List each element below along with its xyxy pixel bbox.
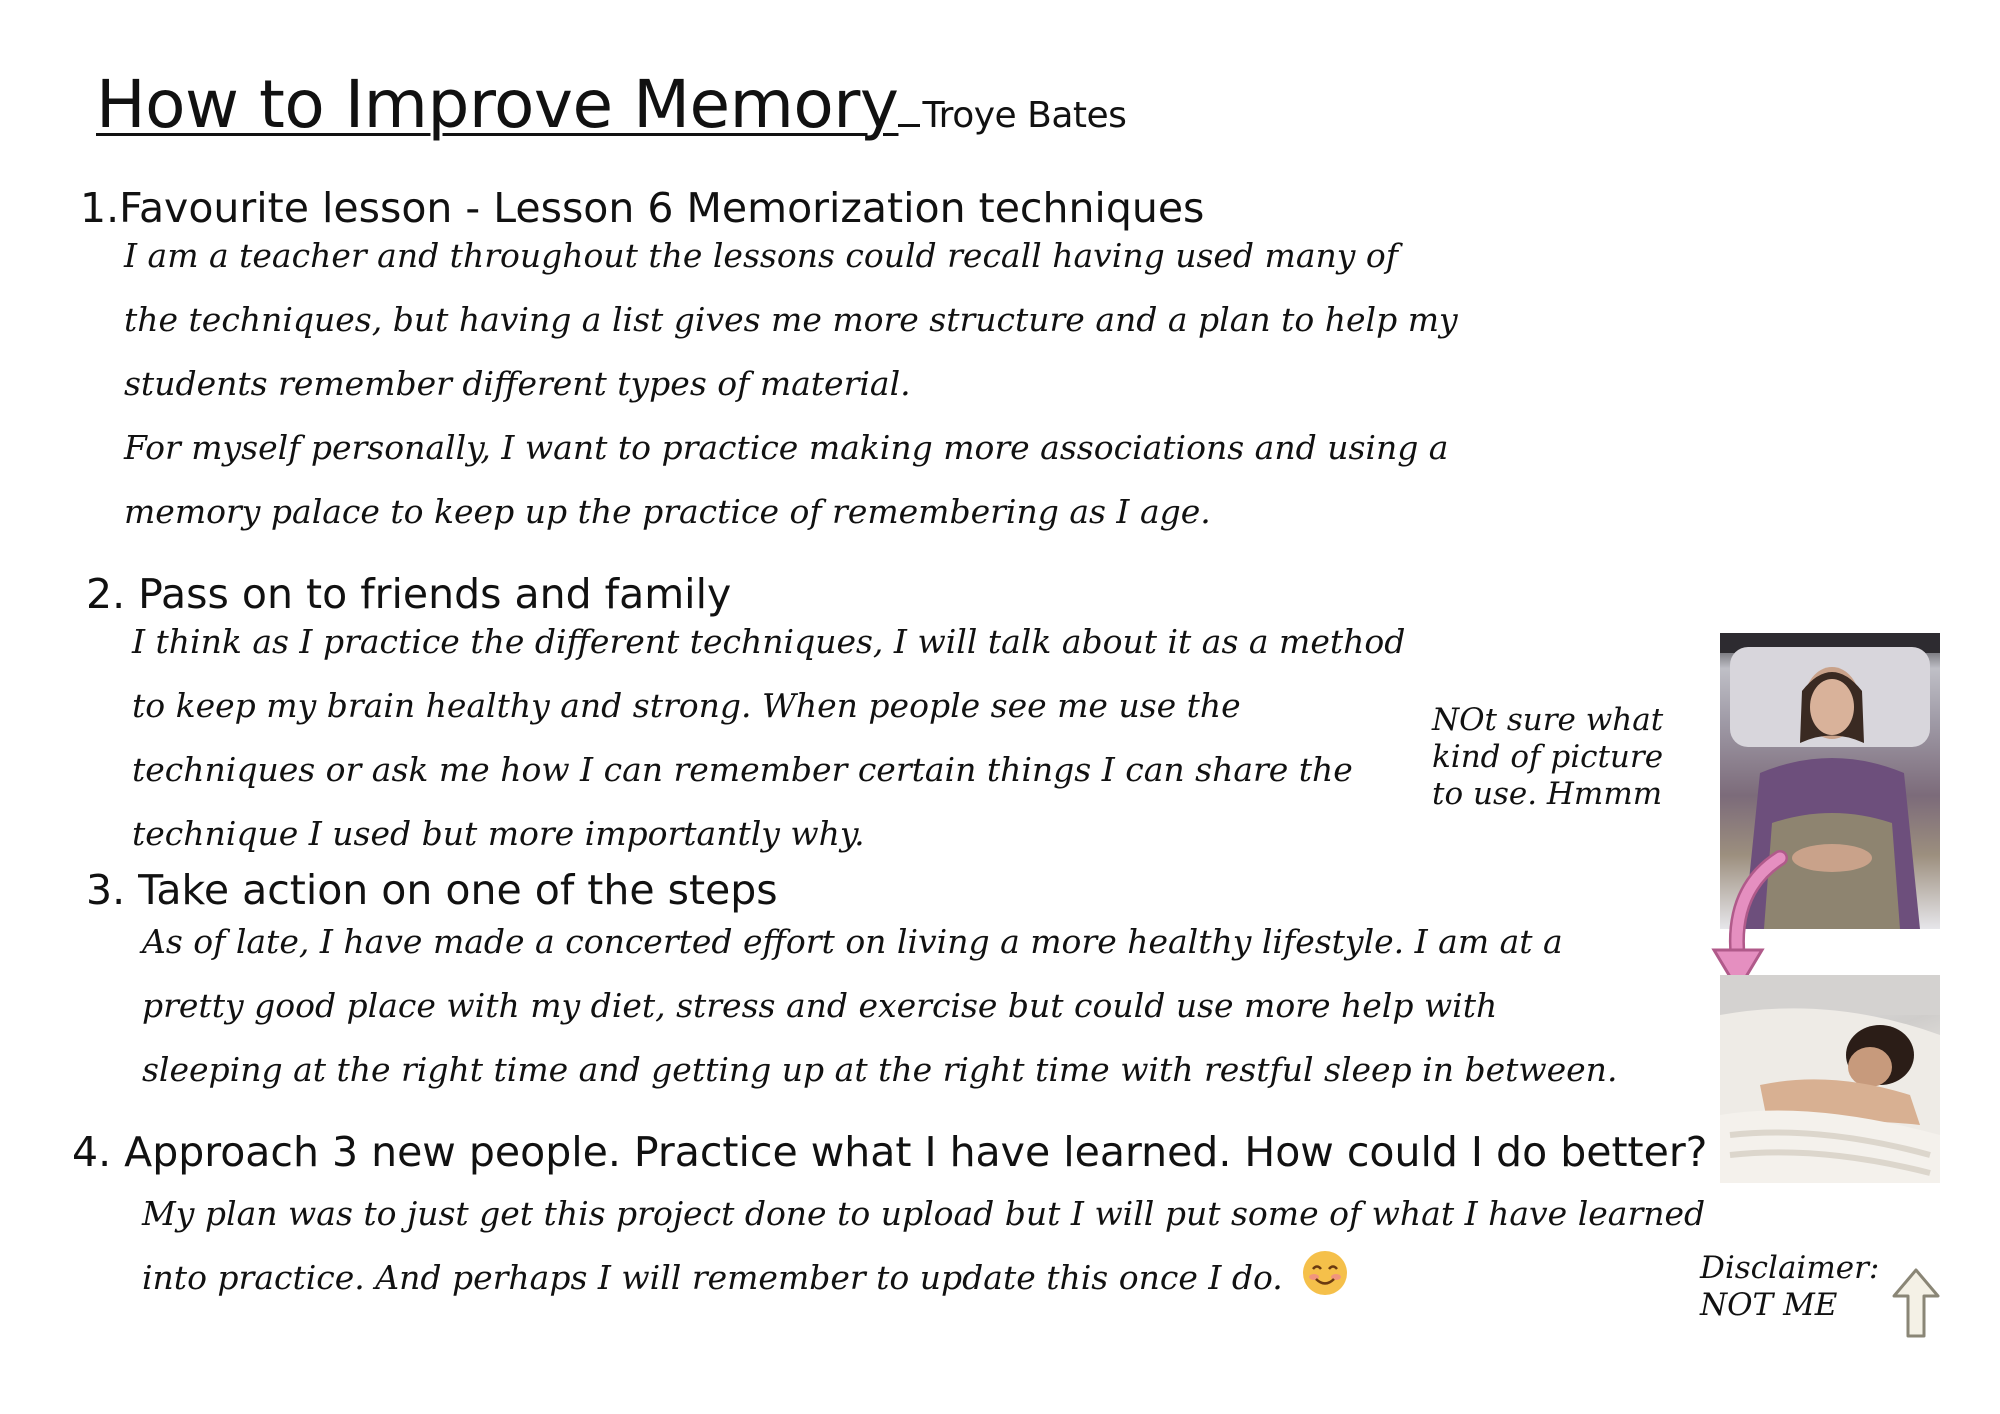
- sleeping-woman-photo: [1720, 975, 1940, 1183]
- section-2-body: [132, 610, 1405, 866]
- section-2-line: techniques or ask me how I can remember certain things I can share the: [132, 750, 1353, 789]
- disclaimer-line: Disclaimer:: [1700, 1250, 1880, 1286]
- disclaimer-line: NOT ME: [1700, 1287, 1838, 1323]
- title-underline-trail: [898, 123, 920, 127]
- section-1-body: [124, 224, 1458, 544]
- section-4-line: [142, 1246, 1705, 1310]
- section-1-line: students remember different types of material.: [124, 364, 911, 403]
- section-3-body: [142, 910, 1617, 1102]
- section-1-line: the techniques, but having a list gives me more structure and a plan to help my: [124, 300, 1458, 339]
- section-1-line: For myself personally, I want to practice making more associations and using a: [124, 428, 1449, 467]
- section-3-line: pretty good place with my diet, stress and exercise but could use more help with: [142, 986, 1498, 1025]
- author-name: Troye Bates: [922, 95, 1127, 136]
- section-2-heading: 2. Pass on to friends and family: [86, 570, 732, 618]
- section-4-body: [142, 1182, 1705, 1310]
- title-text: How to Improve Memory: [96, 66, 899, 143]
- section-4-line: My plan was to just get this project done to upload but I will put some of what I have learned: [142, 1194, 1706, 1233]
- picture-note-line: NOt sure what: [1432, 702, 1664, 738]
- section-3-line: sleeping at the right time and getting up at the right time with restful sleep in between.: [142, 1050, 1618, 1089]
- section-2-line: I think as I practice the different techniques, I will talk about it as a method: [132, 622, 1406, 661]
- section-3-line: As of late, I have made a concerted effort on living a more healthy lifestyle. I am at a: [142, 922, 1563, 961]
- disclaimer: [1700, 1250, 1879, 1324]
- section-4-heading: 4. Approach 3 new people. Practice what I have learned. How could I do better?: [72, 1128, 1708, 1176]
- picture-note-line: to use. Hmmm: [1432, 776, 1663, 812]
- smiling-face-icon: [1301, 1249, 1349, 1297]
- section-1-heading: 1.Favourite lesson - Lesson 6 Memorization techniques: [80, 184, 1205, 232]
- section-3-heading: 3. Take action on one of the steps: [86, 866, 778, 914]
- section-1-line: I am a teacher and throughout the lessons could recall having used many of: [124, 236, 1398, 275]
- section-4-line-text: into practice. And perhaps I will remember to update this once I do.: [142, 1258, 1283, 1297]
- section-2-line: to keep my brain healthy and strong. When people see me use the: [132, 686, 1241, 725]
- section-1-line: memory palace to keep up the practice of remembering as I age.: [124, 492, 1211, 531]
- page-title: [96, 66, 1126, 143]
- picture-note-line: kind of picture: [1432, 739, 1664, 775]
- picture-note: [1432, 702, 1663, 813]
- section-2-line: technique I used but more importantly why.: [132, 814, 865, 853]
- up-arrow-icon: [1888, 1266, 1944, 1340]
